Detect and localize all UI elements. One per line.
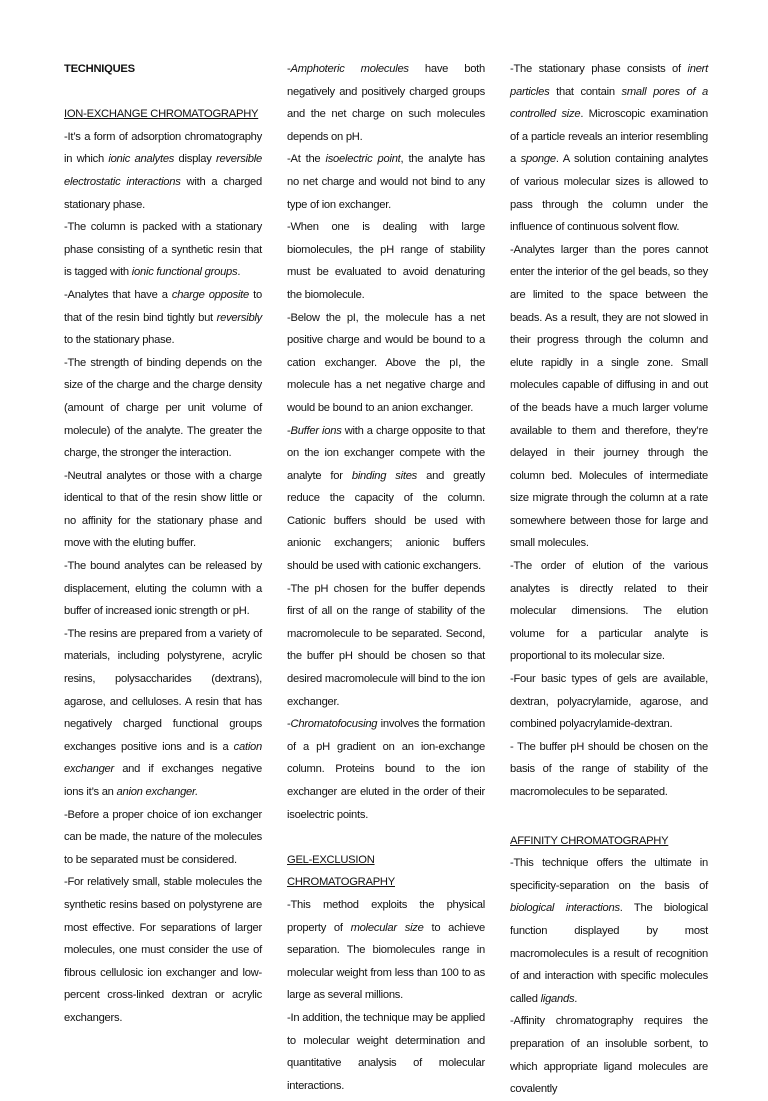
paragraph: -This method exploits the physical property of molecular size to achieve separation. The biomolecules range in molecular weight from less than 100 to as large as several millions. xyxy=(287,898,485,1002)
paragraph: -When one is dealing with large biomolecules, the pH range of stability must be evaluated to avoid denaturing the biomolecule. xyxy=(287,221,485,301)
paragraph: -It’s a form of adsorption chromatography in which ionic analytes display reversible electrostatic interactions with a charged stationary phase. xyxy=(64,130,262,211)
paragraph: -The stationary phase consists of inert particles that contain small pores of a controlled size. Microscopic examination of a particle reveals an interior resembling a sponge. A solution containing analytes of various molecular sizes is allowed to pass through the column under the influence of continuous solvent flow. xyxy=(510,63,709,234)
section-title-ion-exchange: ION-EXCHANGE CHROMATOGRAPHY xyxy=(64,108,259,121)
paragraph: -For relatively small, stable molecules the synthetic resins based on polystyrene are most effective. For separations of larger molecules, one must consider the use of fibrous cellulosic ion exchanger and low-percent cross-linked dextran or acrylic exchangers. xyxy=(64,876,262,1024)
column-3 xyxy=(510,58,708,1101)
paragraph: -Buffer ions with a charge opposite to that on the ion exchanger compete with the analyte for binding sites and greatly reduce the capacity of the column. Cationic buffers should be used with anionic exchangers; anionic buffers should be used with cationic exchangers. xyxy=(287,424,486,573)
paragraph: -This technique offers the ultimate in specificity-separation on the basis of biological interactions. The biological function displayed by most macromolecules is a result of recognition of and interaction with specific molecules called ligands. xyxy=(510,857,708,1005)
paragraph: -Neutral analytes or those with a charge identical to that of the resin show little or no affinity for the stationary phase and move with the eluting buffer. xyxy=(64,469,262,550)
paragraph: -The order of elution of the various analytes is directly related to their molecular dimensions. The elution volume for a particular analyte is proportional to its molecular size. xyxy=(510,560,708,663)
paragraph: -In addition, the technique may be applied to molecular weight determination and quantitative analysis of molecular interactions. xyxy=(287,1011,485,1092)
page-heading: TECHNIQUES xyxy=(64,63,135,75)
paragraph: - The buffer pH should be chosen on the basis of the range of stability of the macromolecules to be separated. xyxy=(510,740,708,798)
paragraph: -At the isoelectric point, the analyte has no net charge and would not bind to any type of ion exchanger. xyxy=(287,153,485,211)
paragraph: -Below the pI, the molecule has a net positive charge and would be bound to a cation exchanger. Above the pI, the molecule has a net negative charge and would be bound to an anion exchanger. xyxy=(287,311,485,414)
paragraph: -Analytes that have a charge opposite to that of the resin bind tightly but reversibly to the stationary phase. xyxy=(64,288,262,347)
section-title-gel-exclusion: GEL-EXCLUSION CHROMATOGRAPHY xyxy=(287,853,395,889)
paragraph: -Affinity chromatography requires the preparation of an insoluble sorbent, to which appropriate ligand molecules are covalently xyxy=(510,1015,708,1096)
paragraph: -Analytes larger than the pores cannot enter the interior of the gel beads, so they are limited to the space between the beads. As a result, they are not slowed in their progress through the column and elute rapidly in a single zone. Small molecules capable of diffusing in and out of the beads have a much larger volume available to them and therefore, they’re delayed in their journey through the column bed. Molecules of intermediate size migrate through the column at a rate somewhere between those for large and small molecules. xyxy=(510,243,708,550)
column-2 xyxy=(287,58,485,1097)
column-1 xyxy=(64,58,262,1030)
paragraph: -Four basic types of gels are available, dextran, polyacrylamide, agarose, and combined polyacrylamide-dextran. xyxy=(510,673,708,731)
paragraph: -The bound analytes can be released by displacement, eluting the column with a buffer of increased ionic strength or pH. xyxy=(64,560,262,618)
paragraph: -The pH chosen for the buffer depends first of all on the range of stability of the macromolecule to be separated. Second, the buffer pH should be chosen so that desired macromolecule will bind to the ion exchanger. xyxy=(287,582,485,708)
paragraph: -Chromatofocusing involves the formation of a pH gradient on an ion-exchange column. Proteins bound to the ion exchanger are eluted in the order of their isoelectric points. xyxy=(287,718,485,821)
paragraph: -The strength of binding depends on the size of the charge and the charge density (amount of charge per unit volume of molecule) of the analyte. The greater the charge, the stronger the interaction. xyxy=(64,356,262,460)
section-title-affinity: AFFINITY CHROMATOGRAPHY xyxy=(510,834,669,847)
paragraph: -Amphoteric molecules have both negatively and positively charged groups and the net charge on such molecules depends on pH. xyxy=(287,63,485,143)
paragraph: -The resins are prepared from a variety of materials, including polystyrene, acrylic resins, polysaccharides (dextrans), agarose, and celluloses. A resin that has negatively charged functional groups exchanges positive ions and is a cation exchanger and if exchanges negative ions it’s an anion exchanger. xyxy=(64,627,262,798)
paragraph: -The column is packed with a stationary phase consisting of a synthetic resin that is tagged with ionic functional groups. xyxy=(64,221,262,279)
paragraph: -Before a proper choice of ion exchanger can be made, the nature of the molecules to be separated must be considered. xyxy=(64,808,262,866)
